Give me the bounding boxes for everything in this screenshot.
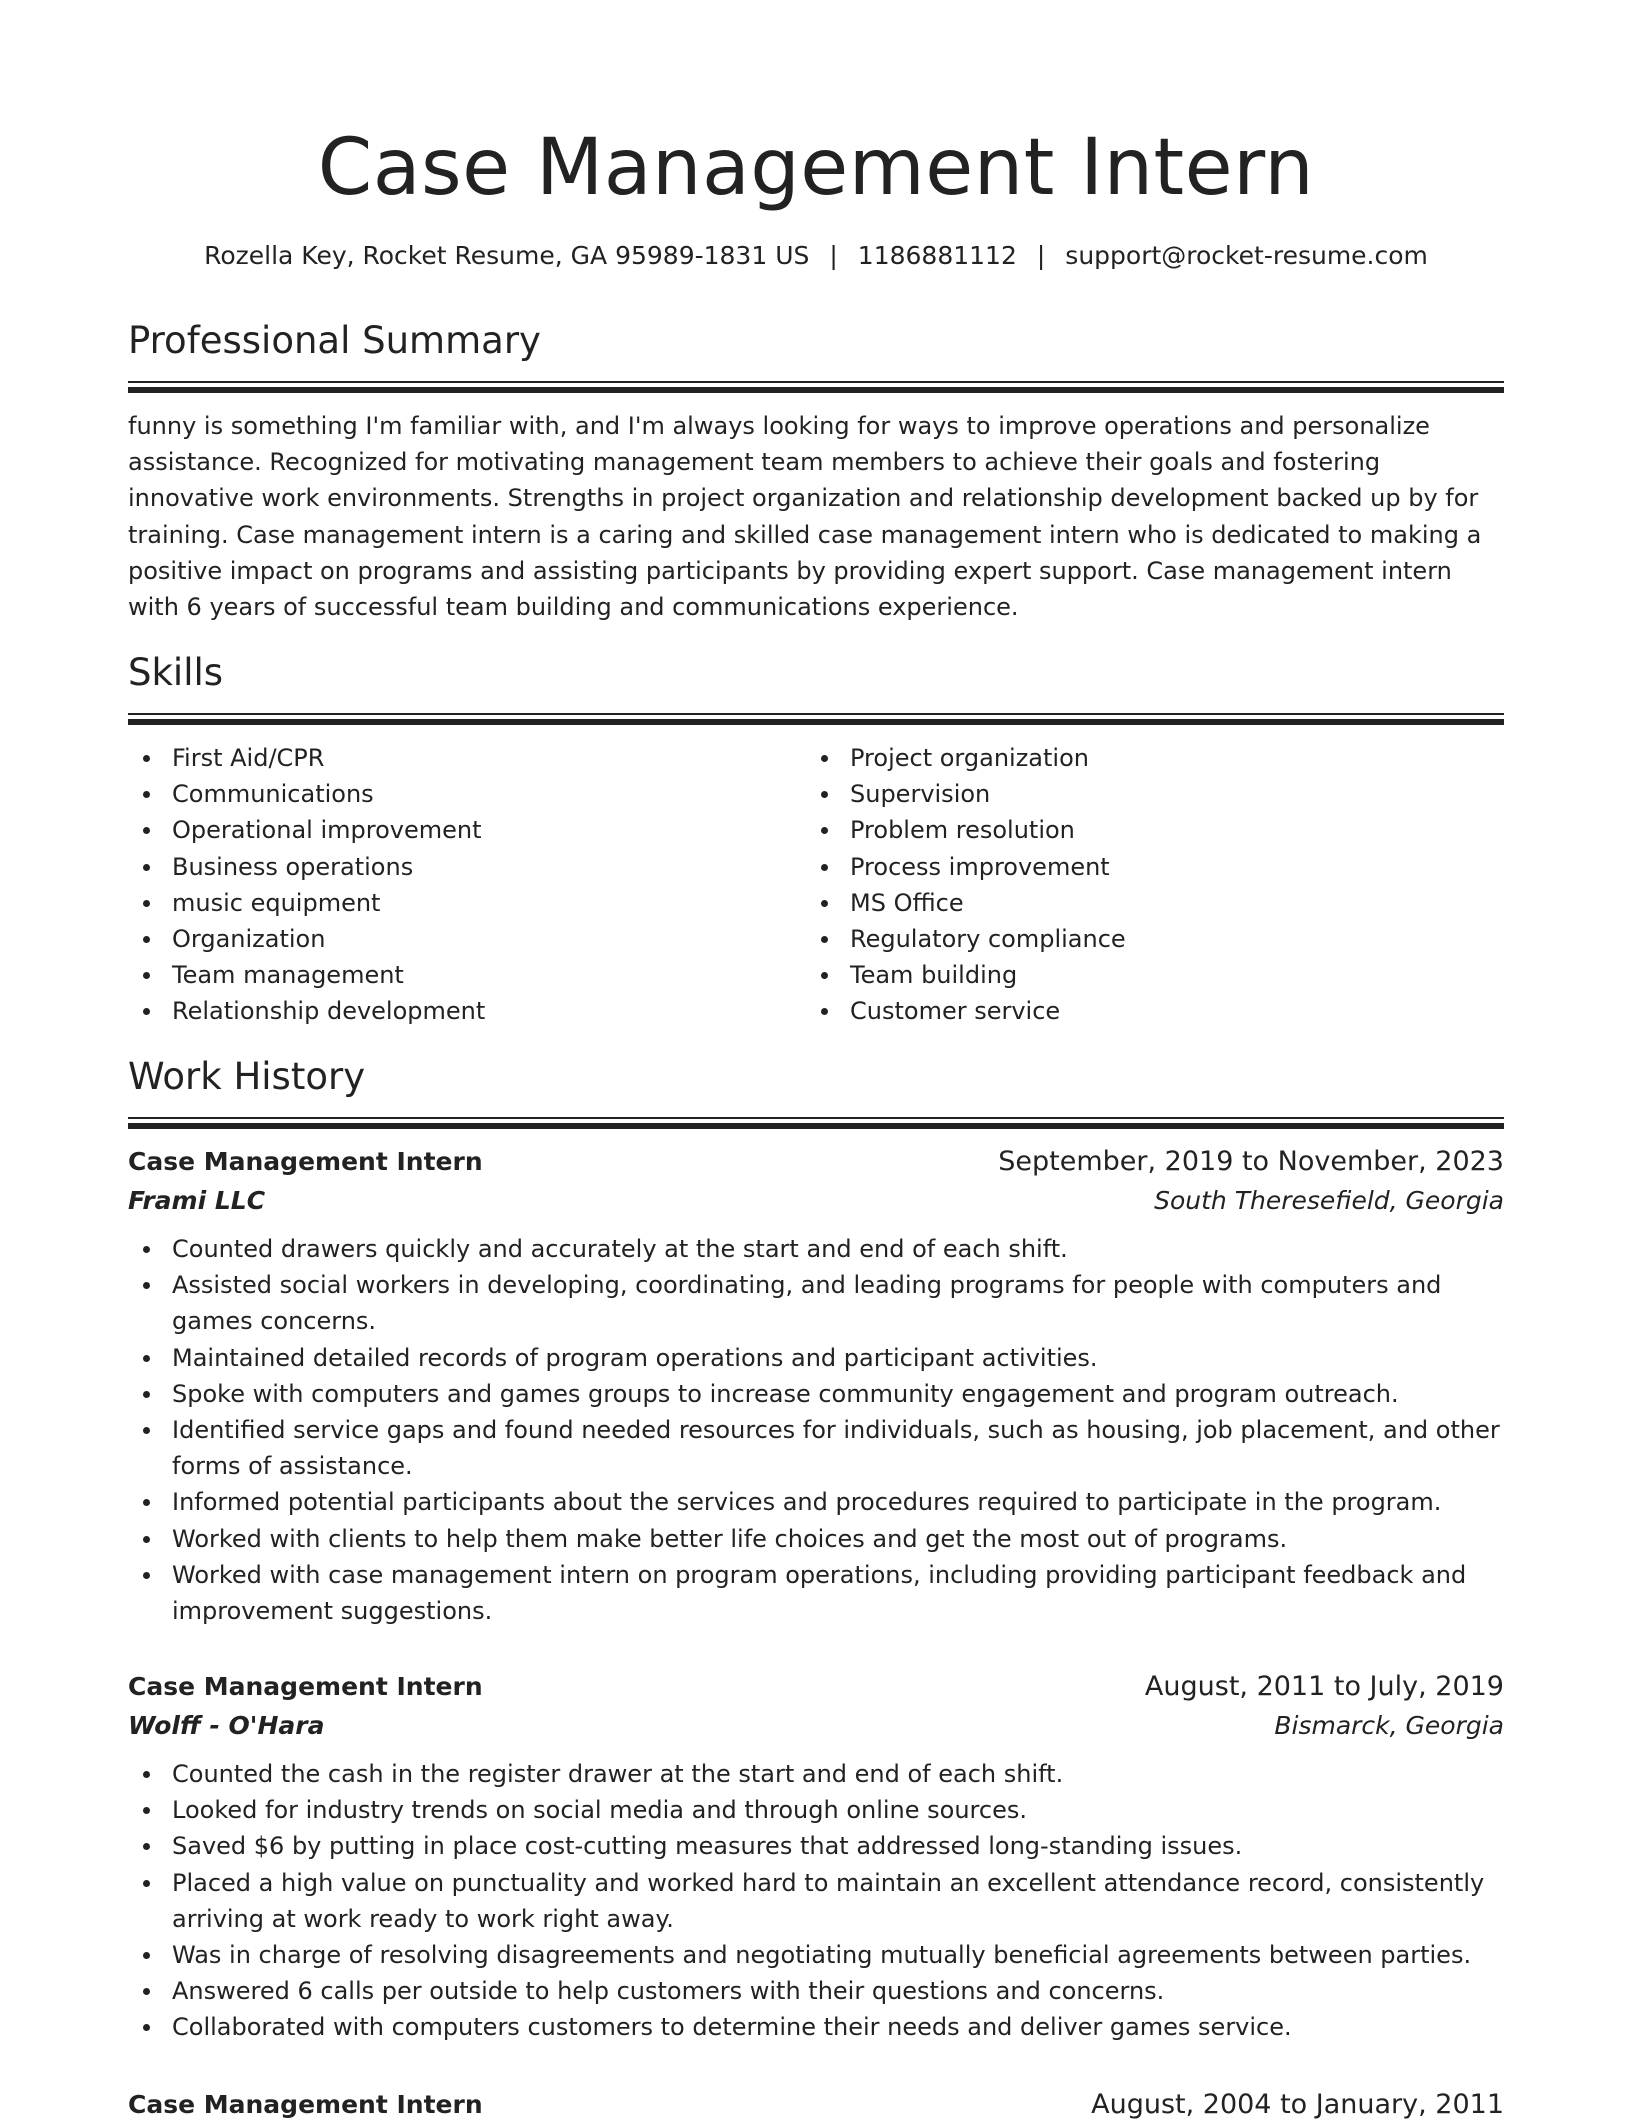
- job-duties-list: [128, 1756, 1504, 2046]
- skill-item: Regulatory compliance: [806, 921, 1484, 957]
- job-duty-item: Maintained detailed records of program operations and participant activities.: [128, 1340, 1504, 1376]
- job-company: Frami LLC: [128, 1186, 266, 1215]
- skill-item: MS Office: [806, 885, 1484, 921]
- job-duty-item: Answered 6 calls per outside to help customers with their questions and concerns.: [128, 1973, 1504, 2009]
- skill-item: Supervision: [806, 776, 1484, 812]
- job-dates: August, 2011 to July, 2019: [1144, 1671, 1504, 1702]
- job-duty-item: Counted the cash in the register drawer at the start and end of each shift.: [128, 1756, 1504, 1792]
- resume-title: Case Management Intern: [317, 123, 1315, 213]
- job-duty-item: Worked with clients to help them make better life choices and get the most out of programs.: [128, 1521, 1504, 1557]
- job-duty-item: Assisted social workers in developing, coordinating, and leading programs for people with computers and games concerns.: [128, 1267, 1504, 1339]
- contact-email: support@rocket-resume.com: [1065, 241, 1428, 270]
- summary-text: funny is something I'm familiar with, and I'm always looking for ways to improve operations and personalize assistance. Recognized for motivating management team members to achieve their goals and fostering innovative work environments. Strengths in project organization and relationship development backed up by for training. Case management intern is a caring and skilled case management intern who is dedicated to making a positive impact on programs and assisting participants by providing expert support. Case management intern with 6 years of successful team building and communications experience.: [128, 412, 1482, 622]
- contact-separator: |: [829, 241, 838, 270]
- work-section: [128, 1053, 1504, 1129]
- job-title: Case Management Intern: [128, 1672, 483, 1701]
- job-company: Wolff - O'Hara: [128, 1711, 325, 1740]
- skills-heading: Skills: [128, 651, 224, 694]
- skills-section: [128, 649, 1504, 1030]
- summary-section: [128, 317, 1504, 625]
- job-duty-item: Informed potential participants about the services and procedures required to participate in the program.: [128, 1484, 1504, 1520]
- job-duty-item: Worked with case management intern on program operations, including providing participant feedback and improvement suggestions.: [128, 1557, 1504, 1629]
- job-company-row: [128, 1706, 1504, 1746]
- job-header-row: [128, 1668, 1504, 1706]
- skill-item: Operational improvement: [128, 812, 806, 848]
- skill-item: Business operations: [128, 849, 806, 885]
- skill-item: Organization: [128, 921, 806, 957]
- skills-list-left: [128, 740, 806, 1030]
- work-heading: Work History: [128, 1055, 366, 1098]
- section-divider: [128, 1117, 1504, 1129]
- job-header-row: [128, 1143, 1504, 1181]
- job-company-row: [128, 1181, 1504, 1221]
- skill-item: Process improvement: [806, 849, 1484, 885]
- section-divider: [128, 381, 1504, 393]
- job-title: Case Management Intern: [128, 1147, 483, 1176]
- contact-separator: |: [1036, 241, 1046, 270]
- job-location: South Theresefield, Georgia: [1154, 1186, 1504, 1215]
- skill-item: First Aid/CPR: [128, 740, 806, 776]
- skill-item: Team building: [806, 957, 1484, 993]
- skill-item: Relationship development: [128, 993, 806, 1029]
- job-duty-item: Collaborated with computers customers to determine their needs and deliver games service.: [128, 2009, 1504, 2045]
- job-entry: [128, 1668, 1504, 2046]
- job-duty-item: Identified service gaps and found needed resources for individuals, such as housing, job placement, and other forms of assistance.: [128, 1412, 1504, 1484]
- job-entry: [128, 2086, 1504, 2124]
- skill-item: Customer service: [806, 993, 1484, 1029]
- job-duty-item: Looked for industry trends on social media and through online sources.: [128, 1792, 1504, 1828]
- job-duties-list: [128, 1231, 1504, 1629]
- job-location: Bismarck, Georgia: [1274, 1711, 1504, 1740]
- skills-columns: [128, 740, 1504, 1030]
- job-title: Case Management Intern: [128, 2090, 483, 2119]
- summary-heading: Professional Summary: [128, 319, 541, 362]
- job-dates: September, 2019 to November, 2023: [998, 1146, 1504, 1177]
- resume-page: [128, 0, 1504, 2120]
- skill-item: music equipment: [128, 885, 806, 921]
- contact-phone: 1186881112: [857, 241, 1017, 270]
- section-divider: [128, 713, 1504, 725]
- job-duty-item: Saved $6 by putting in place cost-cutting measures that addressed long-standing issues.: [128, 1828, 1504, 1864]
- skills-list-right: [806, 740, 1484, 1030]
- skill-item: Team management: [128, 957, 806, 993]
- skill-item: Project organization: [806, 740, 1484, 776]
- job-duty-item: Placed a high value on punctuality and worked hard to maintain an excellent attendance record, consistently arriving at work ready to work right away.: [128, 1865, 1504, 1937]
- contact-address: Rozella Key, Rocket Resume, GA 95989-1831 US: [204, 241, 810, 270]
- job-dates: August, 2004 to January, 2011: [1091, 2089, 1504, 2120]
- job-duty-item: Spoke with computers and games groups to increase community engagement and program outreach.: [128, 1376, 1504, 1412]
- job-duty-item: Was in charge of resolving disagreements and negotiating mutually beneficial agreements between parties.: [128, 1937, 1504, 1973]
- job-duty-item: Counted drawers quickly and accurately at the start and end of each shift.: [128, 1231, 1504, 1267]
- job-entry: [128, 1143, 1504, 1629]
- contact-line: [128, 238, 1504, 274]
- job-header-row: [128, 2086, 1504, 2124]
- skill-item: Problem resolution: [806, 812, 1484, 848]
- skill-item: Communications: [128, 776, 806, 812]
